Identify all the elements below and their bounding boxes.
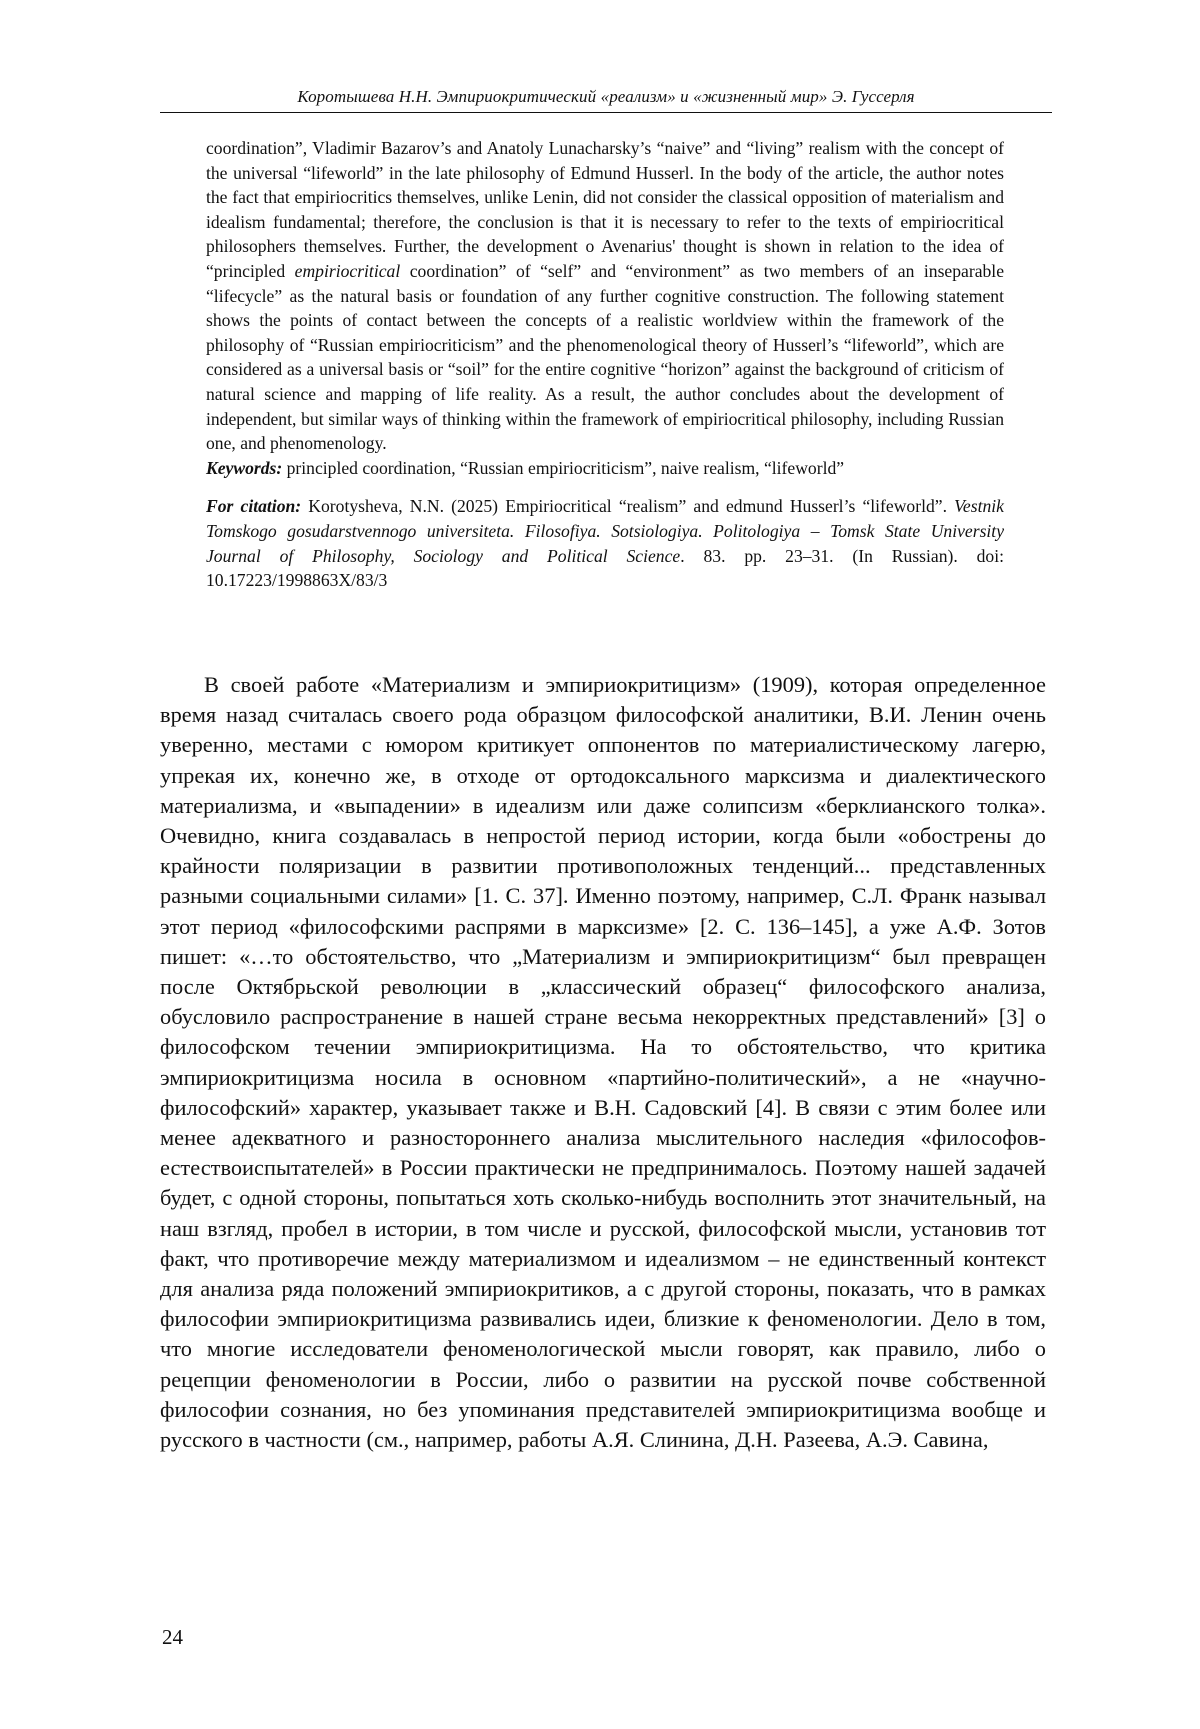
citation-label: For citation: [206, 496, 302, 517]
abstract-italic-word: empiriocritical [294, 260, 401, 281]
running-header: Коротышева Н.Н. Эмпириокритический «реализм» и «жизненный мир» Э. Гуссерля [297, 87, 915, 106]
citation-journal-title: Vestnik Tomskogo gosudarstvennogo universiteta. Filosofiya. Sotsiologiya. Politologiya – Tomsk State University Journal of Philosophy, Sociology and Political Science [206, 496, 1004, 566]
citation-text-part-1: Korotysheva, N.N. (2025) Empiriocritical “realism” and edmund Husserl’s “lifeworld”. [301, 496, 955, 517]
abstract-block [206, 136, 1004, 593]
citation-text-part-2: . 83. pp. 23–31. (In Russian). doi: 10.17223/1998863X/83/3 [206, 545, 1004, 591]
keywords-text: principled coordination, “Russian empiriocriticism”, naive realism, “lifeworld” [282, 457, 845, 478]
keywords-label: Keywords: [206, 457, 283, 478]
article-body [160, 670, 1046, 1455]
body-paragraph: В своей работе «Материализм и эмпириокритицизм» (1909), которая определенное время назад считалась своего рода образцом философской аналитики, В.И. Ленин очень уверенно, местами с юмором критикует оппонентов по материалистическому лагерю, упрекая их, конечно же, в отходе от ортодоксального марксизма и диалектического материализма, и «выпадении» в идеализм или даже солипсизм «берклианского толка». Очевидно, книга создавалась в непростой период истории, когда были «обострены до крайности поляризации в развитии противоположных тенденций... представленных разными социальными силами» [1. С. 37]. Именно поэтому, например, С.Л. Франк называл этот период «философскими распрями в марксизме» [2. С. 136–145], а уже А.Ф. Зотов пишет: «…то обстоятельство, что „Материализм и эмпириокритицизм“ был превращен после Октябрьской революции в „классический образец“ философского анализа, обусловило распространение в нашей стране весьма некорректных представлений» [3] о философском течении эмпириокритицизма. На то обстоятельство, что критика эмпириокритицизма носила в основном «партийно-политический», а не «научно-философский» характер, указывает также и В.Н. Садовский [4]. В связи с этим более или менее адекватного и разностороннего анализа мыслительного наследия «философов-естествоиспытателей» в России практически не предпринималось. Поэтому нашей задачей будет, с одной стороны, попытаться хоть сколько-нибудь восполнить этот значительный, на наш взгляд, пробел в истории, в том числе и русской, философской мысли, установив тот факт, что противоречие между материализмом и идеализмом – не единственный контекст для анализа ряда положений эмпириокритиков, а с другой стороны, показать, что в рамках философии эмпириокритицизма развивались идеи, близкие к феноменологии. Дело в том, что многие исследователи феноменологической мысли говорят, как правило, либо о рецепции феноменологии в России, либо о развитии на русской почве собственной философии сознания, но без упоминания представителей эмпириокритицизма вообще и русского в частности (см., например, работы А.Я. Слинина, Д.Н. Разеева, А.Э. Савина, [160, 672, 1046, 1453]
abstract-text-part-2: coordination” of “self” and “environment” as two members of an inseparable “lifecycle” as the natural basis or foundation of any further cognitive construction. The following statement shows the points of contact between the concepts of a realistic worldview within the framework of the philosophy of “Russian empiriocriticism” and the phenomenological theory of Husserl’s “lifeworld”, which are considered as a universal basis or “soil” for the entire cognitive “horizon” against the background of criticism of natural science and mapping of life reality. As a result, the author concludes about the development of independent, but similar ways of thinking within the framework of empiriocritical philosophy, including Russian one, and phenomenology. [206, 260, 1005, 454]
keywords-line [206, 456, 1004, 481]
citation-block [206, 494, 1004, 592]
abstract-paragraph [206, 136, 1004, 456]
header-rule [160, 112, 1052, 113]
page-number: 24 [162, 1625, 183, 1649]
abstract-text-part-1: coordination”, Vladimir Bazarov’s and Anatoly Lunacharsky’s “naive” and “living” realism with the concept of the universal “lifeworld” in the late philosophy of Edmund Husserl. In the body of the article, the author notes the fact that empiriocritics themselves, unlike Lenin, did not consider the classical opposition of materialism and idealism fundamental; therefore, the conclusion is that it is necessary to refer to the texts of empiriocritical philosophers themselves. Further, the development o Avenarius' thought is shown in relation to the idea of “principled [206, 138, 1004, 281]
